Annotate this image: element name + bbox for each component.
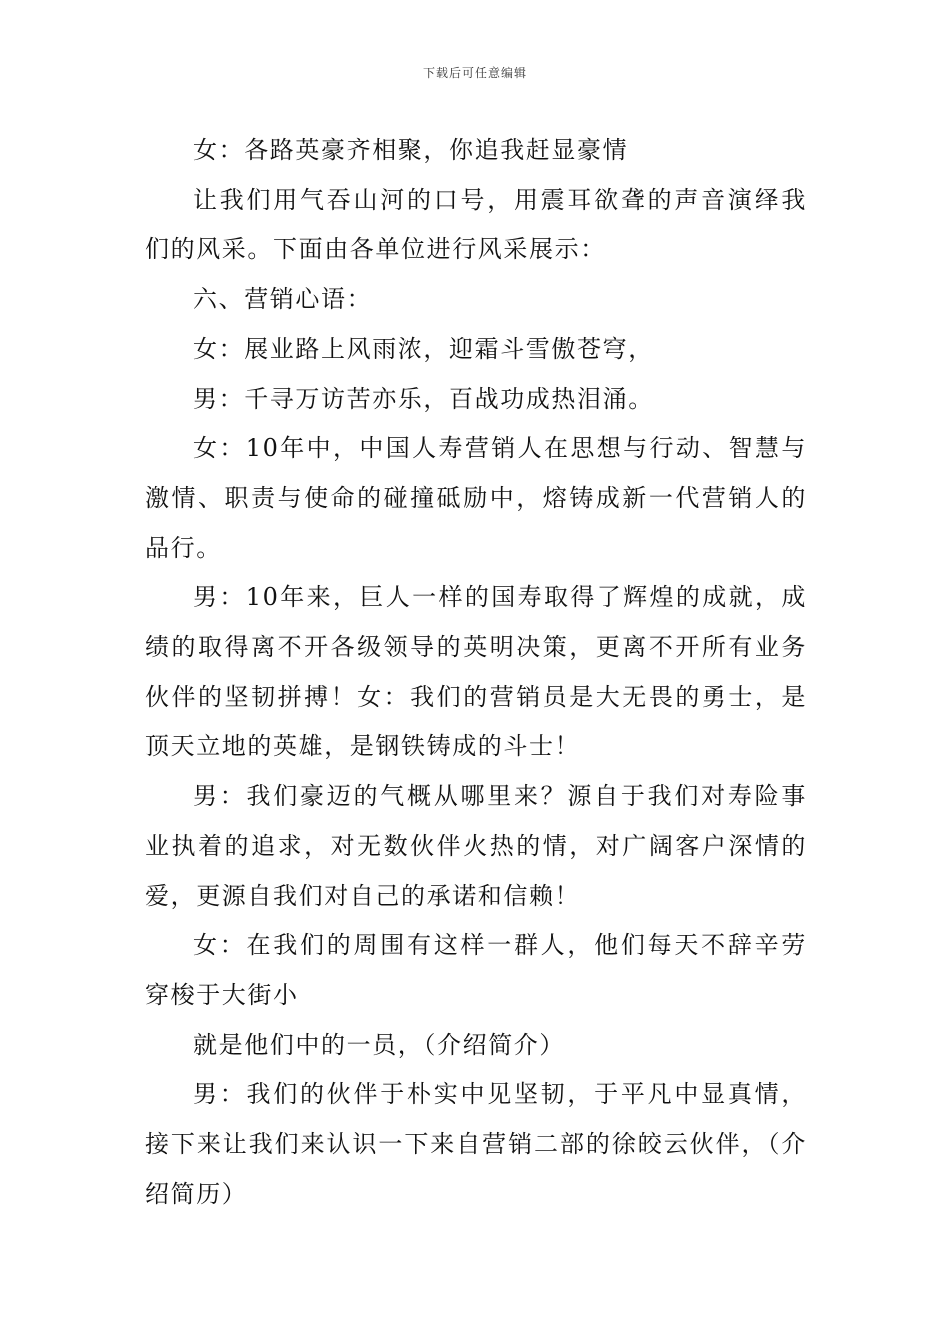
paragraph: 让我们用气吞山河的口号，用震耳欲聋的声音演绎我们的风采。下面由各单位进行风采展示： <box>145 185 807 264</box>
paragraph: 男：千寻万访苦亦乐，百战功成热泪涌。 <box>193 384 654 413</box>
section-heading: 六、营销心语： <box>193 285 373 314</box>
paragraph: 男：10年来，巨人一样的国寿取得了辉煌的成就，成绩的取得离不开各级领导的英明决策，更离不开所有业务伙伴的坚韧拼搏！女：我们的营销员是大无畏的勇士，是顶天立地的英雄，是钢铁铸成的斗士！ <box>145 583 807 761</box>
paragraph: 女：在我们的周围有这样一群人，他们每天不辞辛劳穿梭于大街小 <box>145 931 807 1009</box>
paragraph: 就是他们中的一员，（介绍简介） <box>193 1030 565 1059</box>
paragraph: 女：10年中，中国人寿营销人在思想与行动、智慧与激情、职责与使命的碰撞砥励中，熔铸成新一代营销人的品行。 <box>145 434 807 562</box>
page-header: 下载后可任意编辑 <box>422 66 527 80</box>
paragraph: 女：展业路上风雨浓，迎霜斗雪傲苍穹， <box>193 334 654 363</box>
paragraph: 男：我们豪迈的气概从哪里来？源自于我们对寿险事业执着的追求，对无数伙伴火热的情，对广阔客户深情的爱，更源自我们对自己的承诺和信赖！ <box>145 782 807 910</box>
paragraph: 女：各路英豪齐相聚，你追我赶显豪情 <box>193 136 629 164</box>
document-body <box>145 126 807 1219</box>
paragraph: 男：我们的伙伴于朴实中见坚韧，于平凡中显真情，接下来让我们来认识一下来自营销二部的徐皎云伙伴，（介绍简历） <box>145 1080 807 1208</box>
